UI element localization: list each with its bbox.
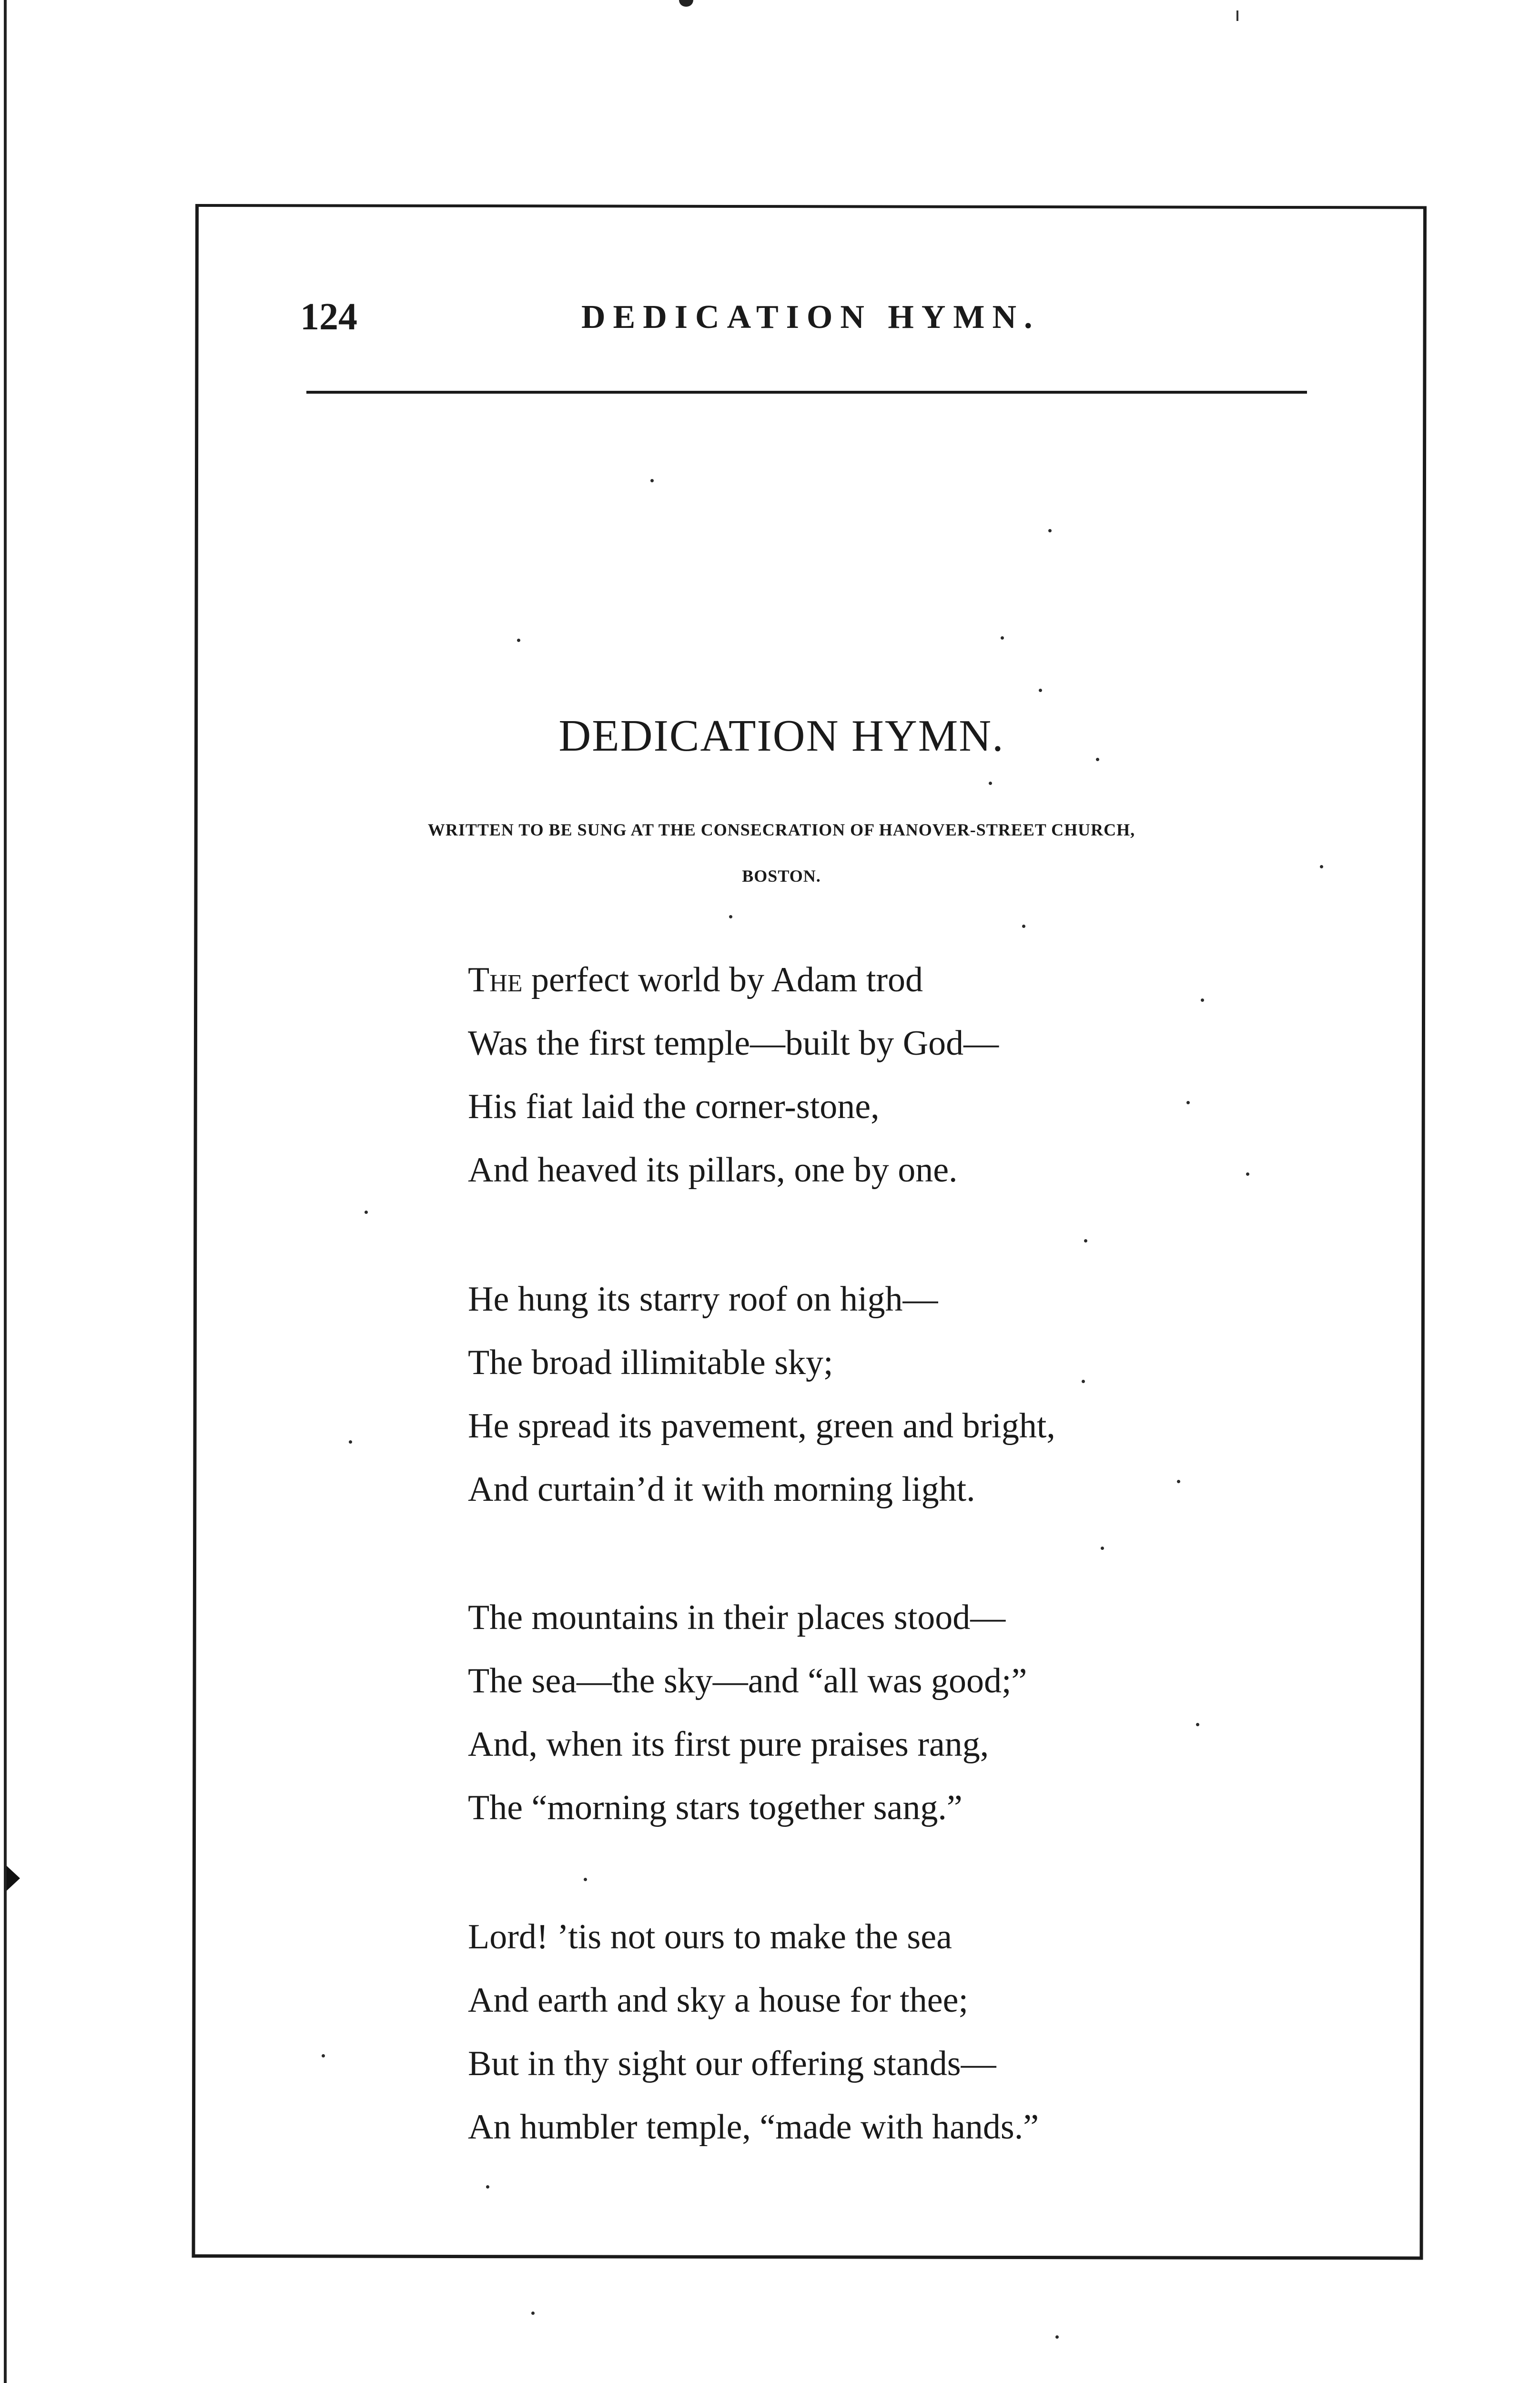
verse-line: The “morning stars together sang.” xyxy=(468,1788,962,1827)
stanza-4 xyxy=(468,1905,1039,2159)
page-number: 124 xyxy=(300,296,357,338)
scan-speck xyxy=(322,2054,325,2057)
verse-line xyxy=(468,948,999,1012)
scan-speck xyxy=(1186,1101,1190,1104)
scan-speck xyxy=(1055,2335,1059,2339)
verse-line: And, when its first pure praises rang, xyxy=(468,1725,989,1764)
scan-speck xyxy=(1001,636,1004,640)
verse-line: And earth and sky a house for thee; xyxy=(468,1981,969,2020)
scan-speck xyxy=(1048,529,1052,532)
poem-title: DEDICATION HYMN. xyxy=(558,711,1004,761)
scan-speck xyxy=(1320,865,1323,868)
scan-speck xyxy=(1201,998,1204,1002)
scan-speck xyxy=(365,1211,368,1214)
verse-line: Lord! ’tis not ours to make the sea xyxy=(468,1917,952,1956)
first-word-small-caps: The xyxy=(468,960,523,999)
scan-speck xyxy=(1177,1480,1180,1483)
verse-line: Was the first temple—built by God— xyxy=(468,1024,999,1063)
scan-edge-left xyxy=(4,0,7,2383)
verse-line: He spread its pavement, green and bright, xyxy=(468,1406,1055,1446)
scan-speck xyxy=(1096,758,1099,761)
stanza-2 xyxy=(468,1268,1055,1521)
scan-speck xyxy=(1022,925,1025,928)
scan-mark-top xyxy=(679,0,693,7)
scan-speck xyxy=(349,1440,352,1444)
verse-line: And curtain’d it with morning light. xyxy=(468,1470,975,1509)
header-rule xyxy=(306,391,1307,394)
scan-speck xyxy=(650,479,654,482)
scan-tick-top xyxy=(1236,10,1238,21)
verse-line: He hung its starry roof on high— xyxy=(468,1280,938,1319)
scan-speck xyxy=(1101,1547,1104,1550)
verse-line: The mountains in their places stood— xyxy=(468,1598,1006,1637)
scan-speck xyxy=(1196,1723,1199,1726)
running-head xyxy=(300,295,1308,340)
scan-notch-mark xyxy=(7,1866,20,1891)
scan-speck xyxy=(517,639,520,642)
scan-speck xyxy=(584,1878,587,1881)
scan-speck xyxy=(531,2312,535,2315)
verse-line: And heaved its pillars, one by one. xyxy=(468,1151,958,1190)
verse-line-text: perfect world by Adam trod xyxy=(522,960,923,999)
verse-line: His fiat laid the corner-stone, xyxy=(468,1087,880,1126)
scan-speck xyxy=(1246,1172,1249,1176)
scan-speck xyxy=(1039,689,1042,692)
verse-line: The sea—the sky—and “all was good;” xyxy=(468,1661,1027,1701)
poem-subtitle-place: BOSTON. xyxy=(742,866,821,886)
running-title: DEDICATION HYMN. xyxy=(581,299,1040,336)
scan-speck xyxy=(486,2185,489,2189)
poem-subtitle: WRITTEN TO BE SUNG AT THE CONSECRATION OF HANOVER-STREET CHURCH, xyxy=(427,820,1135,839)
verse-line: An humbler temple, “made with hands.” xyxy=(468,2108,1039,2147)
scan-speck xyxy=(1084,1239,1087,1242)
scan-speck xyxy=(989,782,992,785)
verse-line: But in thy sight our offering stands— xyxy=(468,2044,996,2083)
verse-line: The broad illimitable sky; xyxy=(468,1343,833,1382)
scan-speck xyxy=(1082,1380,1085,1383)
scan-speck xyxy=(729,915,732,918)
stanza-3 xyxy=(468,1586,1027,1840)
stanza-1 xyxy=(468,948,999,1202)
